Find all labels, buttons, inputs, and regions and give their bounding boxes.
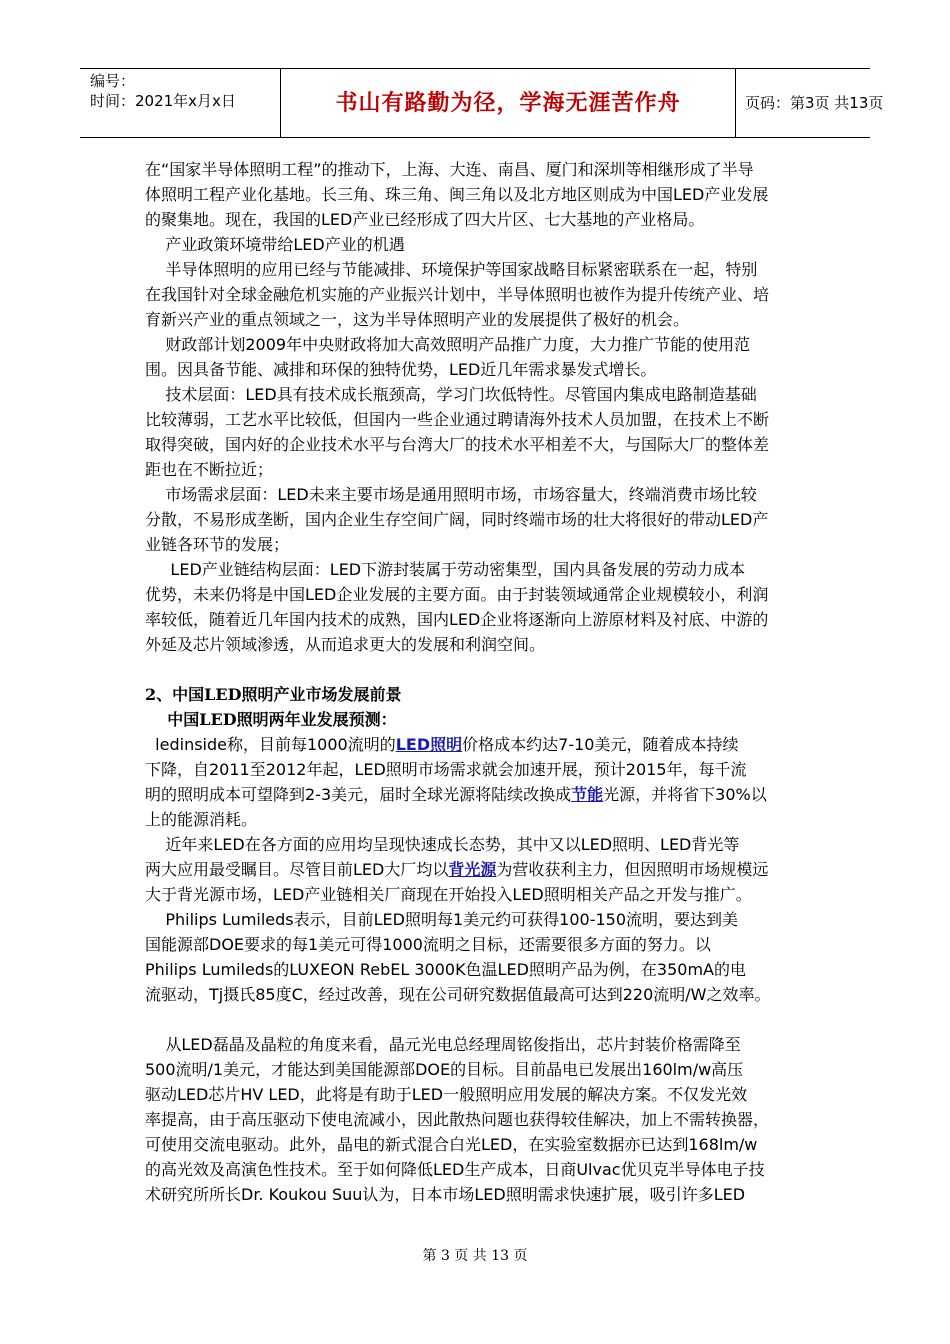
text-run: 两大应用最受瞩目。尽管目前LED大厂均以 (145, 860, 449, 879)
text-line: Philips Lumileds表示，目前LED照明每1美元约可获得100-150流明，要达到美 (145, 910, 739, 929)
page-footer: 第 3 页 共 13 页 (422, 1248, 528, 1264)
text-line: 半导体照明的应用已经与节能减排、环境保护等国家战略目标紧密联系在一起，特别 (145, 260, 758, 279)
text-line: 优势，未来仍将是中国LED企业发展的主要方面。由于封装领域通常企业规模较小，利润 (145, 585, 769, 604)
subsection-heading: 中国LED照明两年业发展预测： (145, 710, 397, 729)
text-line: 市场需求层面：LED未来主要市场是通用照明市场，市场容量大，终端消费市场比较 (145, 485, 757, 504)
text-run: ledinside称，目前每1000流明的 (145, 735, 396, 754)
text-line: 上的能源消耗。 (145, 810, 258, 829)
text-line (145, 732, 810, 757)
text-line: 500流明/1美元，才能达到美国能源部DOE的目标。目前晶电已发展出160lm/w高压 (145, 1060, 744, 1079)
paragraph (145, 1032, 810, 1207)
document-time-label: 时间：2021年x月x日 (90, 92, 236, 110)
text-line: 分散，不易形成垄断，国内企业生存空间广阔，同时终端市场的壮大将很好的带动LED产 (145, 510, 769, 529)
page-header (80, 68, 884, 138)
blank-line (145, 657, 810, 682)
text-line: 距也在不断拉近； (145, 460, 274, 479)
text-line: 流驱动，Tj摄氏85度C，经过改善，现在公司研究数据值最高可达到220流明/W之效率。 (145, 985, 771, 1004)
backlight-link[interactable]: 背光源 (448, 860, 497, 879)
text-line: 下降，自2011至2012年起，LED照明市场需求就会加速开展，预计2015年，每千流 (145, 760, 747, 779)
text-line: 从LED磊晶及晶粒的角度来看，晶元光电总经理周铭俊指出，芯片封装价格需降至 (145, 1035, 741, 1054)
text-run: 光源，并将省下30%以 (603, 785, 767, 804)
text-line: 在我国针对全球金融危机实施的产业振兴计划中，半导体照明也被作为提升传统产业、培 (145, 285, 770, 304)
text-line: LED产业链结构层面：LED下游封装属于劳动密集型，国内具备发展的劳动力成本 (145, 560, 746, 579)
text-line: 率较低，随着近几年国内技术的成熟，国内LED企业将逐渐向上游原材料及衬底、中游的 (145, 610, 769, 629)
text-line: 驱动LED芯片HV LED，此将是有助于LED一般照明应用发展的解决方案。不仅发光效 (145, 1085, 748, 1104)
blank-line (145, 1007, 810, 1032)
text-line: Philips Lumileds的LUXEON RebEL 3000K色温LED照明产品为例，在350mA的电 (145, 960, 746, 979)
paragraph (145, 382, 810, 482)
section-heading: 2、中国LED照明产业市场发展前景 (145, 685, 402, 704)
energy-saving-link[interactable]: 节能 (571, 785, 604, 804)
paragraph (145, 732, 810, 832)
text-line: 大于背光源市场，LED产业链相关厂商现在开始投入LED照明相关产品之开发与推广。 (145, 885, 752, 904)
text-line: 业链各环节的发展； (145, 535, 290, 554)
text-line: 在“国家半导体照明工程”的推动下，上海、大连、南昌、厦门和深圳等相继形成了半导 (145, 160, 754, 179)
text-run: 明的照明成本可望降到2-3美元，届时全球光源将陆续改换成 (145, 785, 572, 804)
header-page-code: 页码：第3页 共13页 (745, 94, 884, 112)
paragraph (145, 907, 810, 1007)
paragraph (145, 332, 810, 382)
text-line: 比较薄弱，工艺水平比较低，但国内一些企业通过聘请海外技术人员加盟，在技术上不断 (145, 410, 770, 429)
paragraph (145, 482, 810, 557)
text-line (145, 857, 810, 882)
text-line (145, 782, 810, 807)
text-line: 的聚集地。现在，我国的LED产业已经形成了四大片区、七大基地的产业格局。 (145, 210, 705, 229)
led-lighting-link[interactable]: LED照明 (395, 735, 463, 754)
paragraph (145, 232, 810, 257)
text-line: 术研究所所长Dr. Koukou Suu认为，日本市场LED照明需求快速扩展，吸引许多LED (145, 1185, 746, 1204)
text-run: 为营收获利主力，但因照明市场规模远 (496, 860, 769, 879)
text-line: 育新兴产业的重点领域之一，这为半导体照明产业的发展提供了极好的机会。 (145, 310, 690, 329)
header-motto: 书山有路勤为径，学海无涯苦作舟 (335, 91, 681, 116)
text-line: 体照明工程产业化基地。长三角、珠三角、闽三角以及北方地区则成为中国LED产业发展 (145, 185, 769, 204)
text-line: 的高光效及高演色性技术。至于如何降低LED生产成本，日商Ulvac优贝克半导体电子技 (145, 1160, 765, 1179)
paragraph (145, 557, 810, 657)
text-line: 围。因具备节能、减排和环保的独特优势，LED近几年需求暴发式增长。 (145, 360, 657, 379)
text-line: 率提高，由于高压驱动下使电流减小，因此散热问题也获得较佳解决，加上不需转换器， (145, 1110, 770, 1129)
text-line: 技术层面：LED具有技术成长瓶颈高，学习门坎低特性。尽管国内集成电路制造基础 (145, 385, 757, 404)
text-line: 取得突破，国内好的企业技术水平与台湾大厂的技术水平相差不大，与国际大厂的整体差 (145, 435, 770, 454)
paragraph (145, 257, 810, 332)
document-number-label: 编号： (90, 72, 136, 90)
text-line: 国能源部DOE要求的每1美元可得1000流明之目标，还需要很多方面的努力。以 (145, 935, 711, 954)
text-line: 财政部计划2009年中央财政将加大高效照明产品推广力度，大力推广节能的使用范 (145, 335, 751, 354)
text-run: 价格成本约达7-10美元，随着成本持续 (462, 735, 739, 754)
paragraph (145, 157, 810, 232)
paragraph (145, 832, 810, 907)
document-body (145, 157, 810, 1207)
header-page-cell (735, 69, 884, 137)
text-line: 可使用交流电驱动。此外，晶电的新式混合白光LED，在实验室数据亦已达到168lm/w (145, 1135, 758, 1154)
text-line: 外延及芯片领域渗透，从而追求更大的发展和利润空间。 (145, 635, 546, 654)
text-line: 近年来LED在各方面的应用均呈现快速成长态势，其中又以LED照明、LED背光等 (145, 835, 740, 854)
text-line: 产业政策环境带给LED产业的机遇 (145, 235, 405, 254)
header-info-cell (80, 69, 280, 137)
header-motto-cell (280, 69, 736, 137)
